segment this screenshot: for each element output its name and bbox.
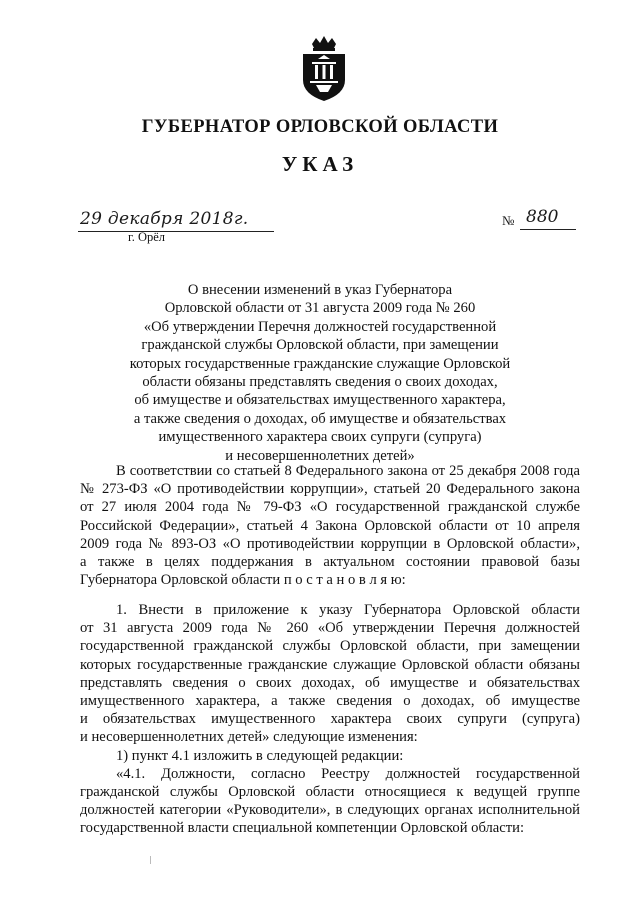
text-line: государственной власти специальной компетенции Орловской области: [80, 820, 525, 837]
text-line: 1) пункт 4.1 изложить в следующей редакции: [116, 747, 404, 764]
text-line: Российской Федерации», статьей 4 Закона Орловской области от 10 апреля [80, 517, 580, 534]
title-line: и несовершеннолетних детей» [225, 447, 415, 464]
text-line: представлять сведения о своих доходах, об имуществе и обязательствах [80, 674, 580, 691]
title-line: об имуществе и обязательствах имущественного характера, [134, 392, 506, 409]
document-number: 880 [526, 207, 559, 227]
number-underline [520, 229, 576, 230]
title-line: имущественного характера своих супруги (супруга) [158, 429, 482, 446]
text-line: «4.1. Должности, согласно Реестру должностей государственной [116, 765, 580, 782]
city-label: г. Орёл [128, 230, 166, 244]
text-line: от 27 июля 2004 года № 79-ФЗ «О государственной гражданской службе [80, 499, 580, 516]
signed-date: 29 декабря 2018г. [80, 209, 249, 229]
text-line: государственной гражданской службы Орловской области, при замещении [80, 638, 580, 655]
text-line: имущественного характера, а также сведения о доходах, об имуществе [80, 693, 580, 710]
text-line: и несовершеннолетних детей» следующие изменения: [80, 729, 418, 746]
text-line: В соответствии со статьей 8 Федерального закона от 25 декабря 2008 года [116, 463, 580, 479]
number-label: № [502, 213, 515, 228]
title-line: которых государственные гражданские служащие Орловской [129, 355, 511, 372]
coat-of-arms-icon [298, 36, 350, 102]
text-line: должностей категории «Руководители», в следующих органах исполнительной [80, 802, 580, 819]
text-line: № 273-ФЗ «О противодействии коррупции», статьей 20 Федерального закона [80, 481, 580, 498]
issuing-authority: ГУБЕРНАТОР ОРЛОВСКОЙ ОБЛАСТИ [141, 117, 499, 137]
text-line: 1. Внести в приложение к указу Губернатора Орловской области [116, 602, 580, 618]
text-line: а также в целях поддержания в актуальном состоянии правовой базы [80, 554, 580, 571]
title-line: О внесении изменений в указ Губернатора [187, 282, 453, 298]
title-line: «Об утверждении Перечня должностей государственной [143, 318, 497, 335]
text-line: гражданской службы Орловской области относящиеся к ведущей группе [80, 784, 580, 801]
title-line: гражданской службы Орловской области, при замещении [141, 337, 499, 354]
scan-mark [150, 856, 151, 864]
document-type: УКАЗ [281, 152, 359, 176]
title-line: области обязаны представлять сведения о своих доходах, [142, 374, 498, 391]
text-line: 2009 года № 893-ОЗ «О противодействии коррупции в Орловской области», [80, 535, 580, 552]
text-line: которых государственные гражданские служащие Орловской области обязаны [80, 656, 580, 673]
title-line: а также сведения о доходах, об имуществе и обязательствах [133, 410, 507, 427]
operative-text [80, 601, 580, 838]
text-line: Губернатора Орловской области п о с т а н о в л я ю: [80, 572, 406, 589]
date-underline [78, 231, 274, 232]
decree-title [100, 281, 540, 465]
title-line: Орловской области от 31 августа 2009 года № 260 [164, 300, 476, 317]
text-line: и обязательствах имущественного характера своих супруги (супруга) [80, 711, 580, 728]
preamble-paragraph [80, 462, 580, 589]
text-line: от 31 августа 2009 года № 260 «Об утверждении Перечня должностей [80, 620, 580, 637]
